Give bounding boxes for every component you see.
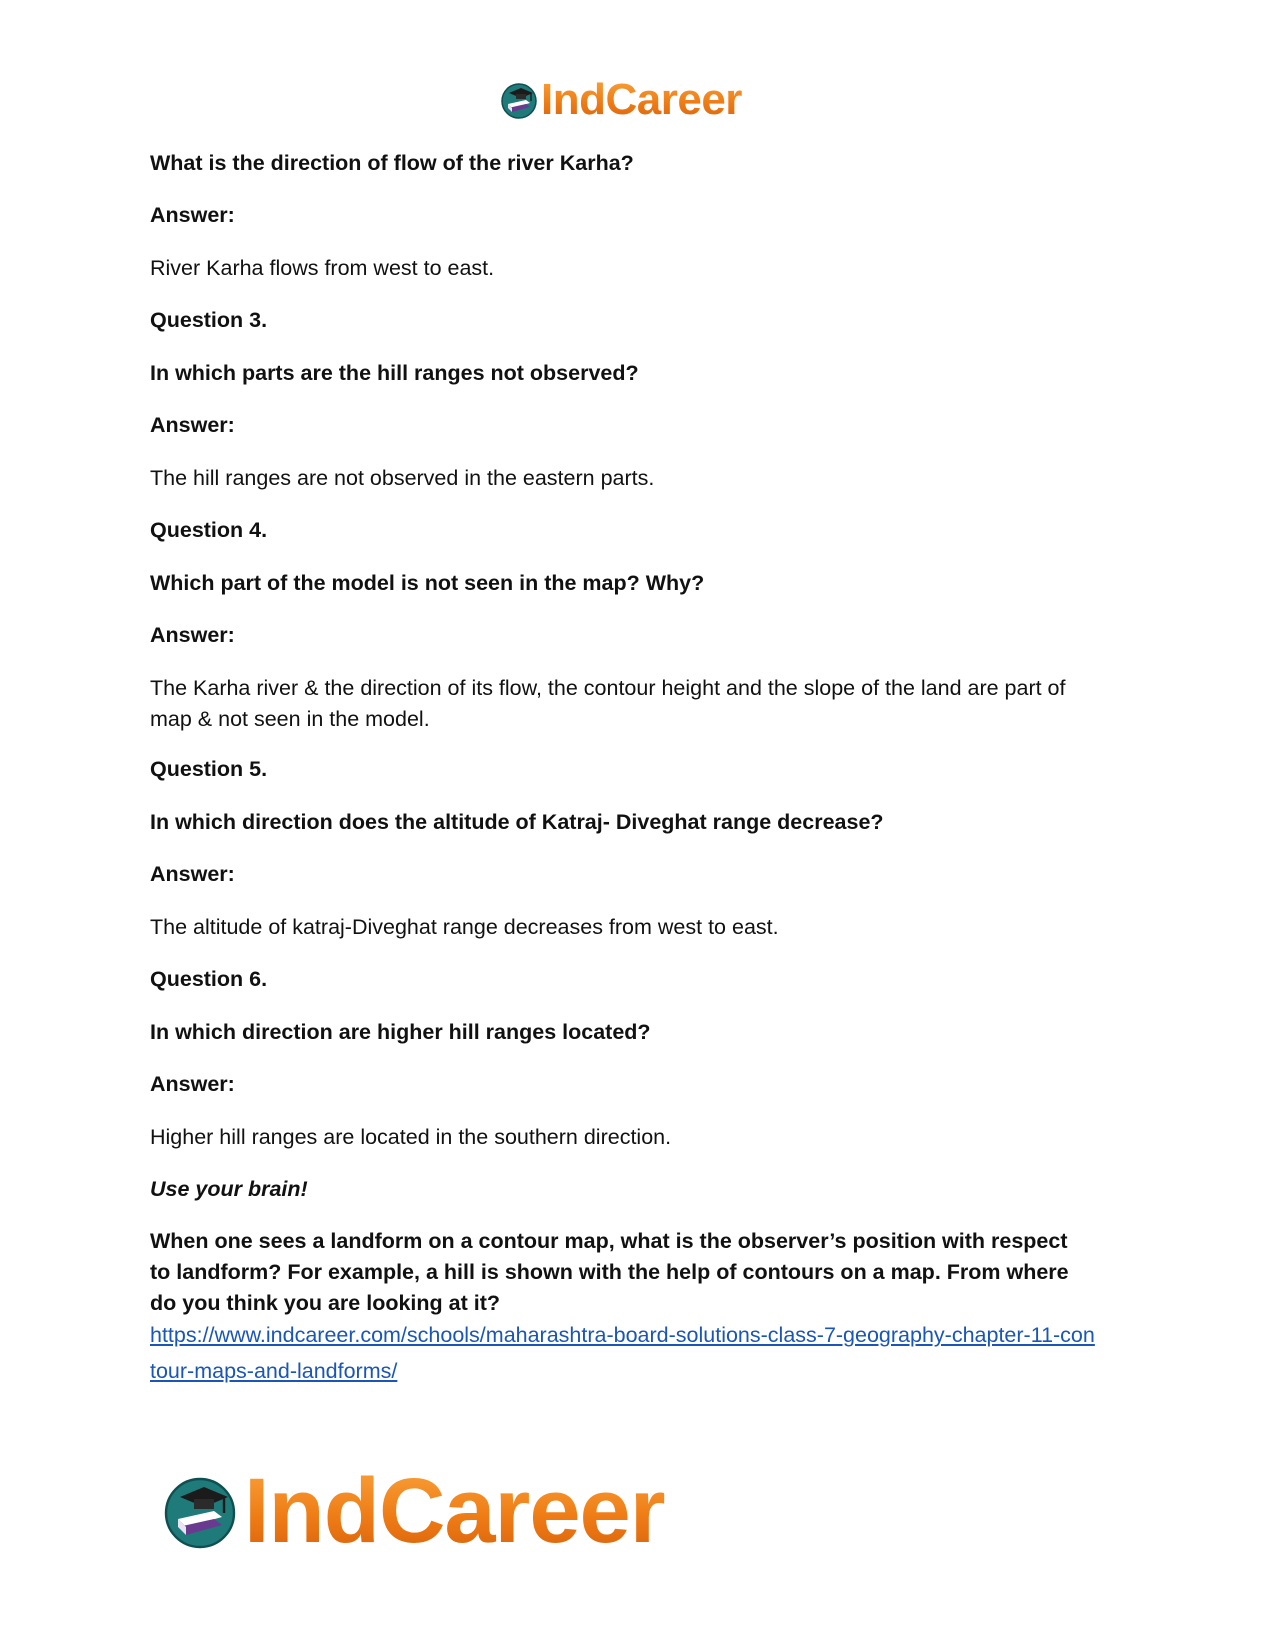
brand-wordmark: IndCareer bbox=[541, 75, 742, 124]
answer-label: Answer: bbox=[150, 203, 235, 227]
question-5-heading: Question 5. bbox=[150, 757, 268, 781]
answer-label: Answer: bbox=[150, 413, 235, 437]
use-your-brain-heading: Use your brain! bbox=[150, 1177, 308, 1201]
source-link[interactable]: https://www.indcareer.com/schools/maharashtra-board-solutions-class-7-geography-chapter-11-contour-maps-and-landforms/ bbox=[150, 1323, 1095, 1383]
answer-label: Answer: bbox=[150, 623, 235, 647]
answer-3-text: The hill ranges are not observed in the eastern parts. bbox=[150, 466, 655, 490]
footer-logo bbox=[160, 1460, 665, 1562]
question-2-text: What is the direction of flow of the river Karha? bbox=[150, 151, 634, 175]
question-6-heading: Question 6. bbox=[150, 967, 268, 991]
question-6-text: In which direction are higher hill ranges located? bbox=[150, 1020, 651, 1044]
header-logo bbox=[499, 75, 742, 124]
question-3-text: In which parts are the hill ranges not observed? bbox=[150, 361, 639, 385]
answer-label: Answer: bbox=[150, 862, 235, 886]
brain-question-text: When one sees a landform on a contour map, what is the observer’s position with respect to landform? For example, a hill is shown with the help of contours on a map. From where do you think you are looking at it? bbox=[150, 1229, 1069, 1315]
question-3-heading: Question 3. bbox=[150, 308, 268, 332]
question-4-heading: Question 4. bbox=[150, 518, 268, 542]
question-4-text: Which part of the model is not seen in the map? Why? bbox=[150, 571, 705, 595]
answer-label: Answer: bbox=[150, 1072, 235, 1096]
brand-wordmark: IndCareer bbox=[244, 1460, 665, 1562]
answer-4-text: The Karha river & the direction of its flow, the contour height and the slope of the land are part of map & not seen in the model. bbox=[150, 676, 1066, 731]
graduation-globe-icon bbox=[160, 1471, 240, 1551]
answer-6-text: Higher hill ranges are located in the southern direction. bbox=[150, 1125, 672, 1149]
question-5-text: In which direction does the altitude of Katraj- Diveghat range decrease? bbox=[150, 810, 884, 834]
answer-5-text: The altitude of katraj-Diveghat range decreases from west to east. bbox=[150, 915, 779, 939]
graduation-globe-icon bbox=[499, 80, 539, 120]
answer-2-text: River Karha flows from west to east. bbox=[150, 256, 495, 280]
